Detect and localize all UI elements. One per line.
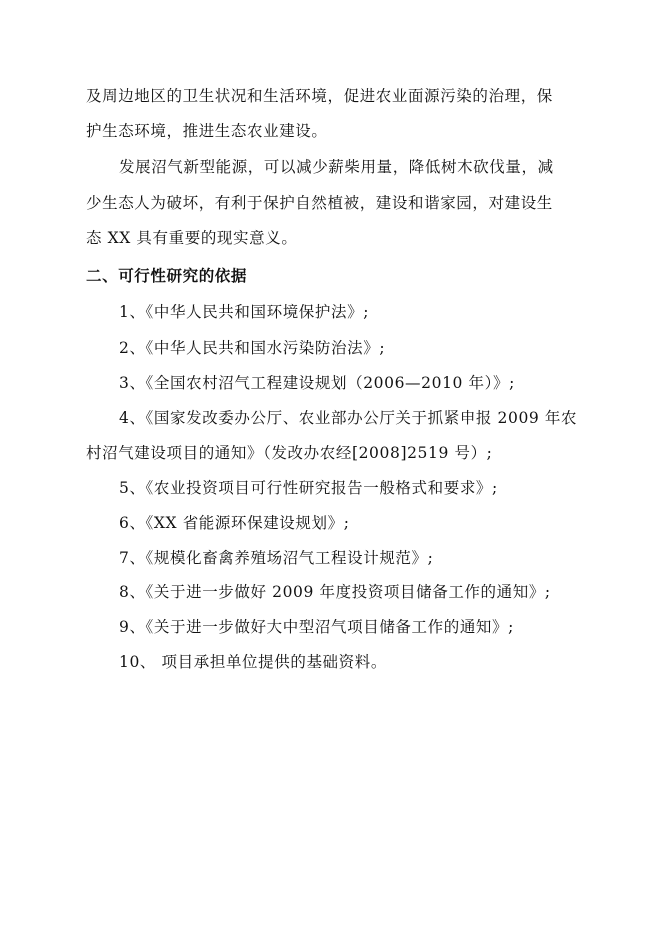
basis-item-9: 9、《关于进一步做好大中型沼气项目储备工作的通知》;: [119, 618, 514, 636]
basis-item-1: 1、《中华人民共和国环境保护法》;: [119, 303, 370, 321]
basis-item-7: 7、《规模化畜禽养殖场沼气工程设计规范》;: [119, 549, 434, 567]
paragraph-1-line-2: 护生态环境，推进生态农业建设。: [86, 122, 328, 140]
paragraph-2-line-1: 发展沼气新型能源，可以减少薪柴用量，降低树木砍伐量，减: [119, 158, 554, 176]
basis-item-3: 3、《全国农村沼气工程建设规划（2006—2010 年）》;: [119, 374, 515, 392]
paragraph-1-line-1: 及周边地区的卫生状况和生活环境，促进农业面源污染的治理，保: [86, 87, 553, 105]
basis-item-10: 10、 项目承担单位提供的基础资料。: [119, 653, 387, 671]
basis-item-2: 2、《中华人民共和国水污染防治法》;: [119, 339, 386, 357]
paragraph-2-line-3: 态 XX 具有重要的现实意义。: [86, 229, 298, 247]
section-heading: 二、可行性研究的依据: [86, 267, 248, 285]
paragraph-2-line-2: 少生态人为破坏，有利于保护自然植被，建设和谐家园，对建设生: [86, 194, 553, 212]
basis-item-4-continuation: 村沼气建设项目的通知》（发改办农经[2008]2519 号）;: [86, 444, 493, 462]
basis-item-5: 5、《农业投资项目可行性研究报告一般格式和要求》;: [119, 479, 498, 497]
basis-item-4: 4、《国家发改委办公厅、农业部办公厅关于抓紧申报 2009 年农: [119, 409, 578, 427]
basis-item-6: 6、《XX 省能源环保建设规划》;: [119, 514, 350, 532]
basis-item-8: 8、《关于进一步做好 2009 年度投资项目储备工作的通知》;: [119, 583, 551, 601]
